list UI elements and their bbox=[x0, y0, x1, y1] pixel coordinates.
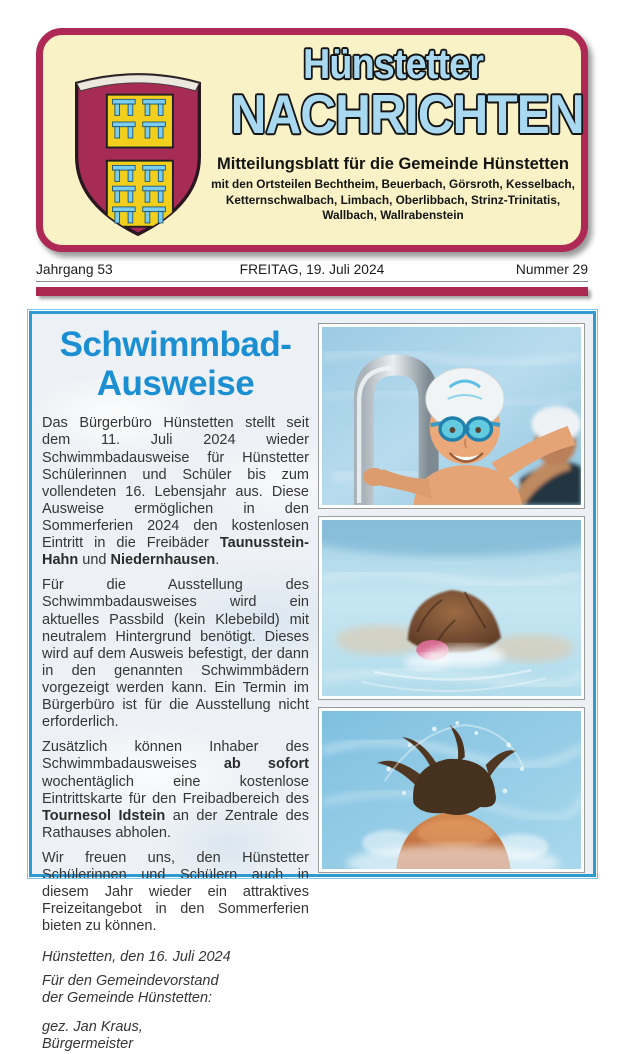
issue-bar bbox=[36, 262, 588, 296]
districts-line: mit den Ortsteilen Bechtheim, Beuerbach, Görsroth, Kesselbach, bbox=[211, 177, 575, 191]
photo-child-swimming bbox=[322, 520, 581, 696]
article-paragraph: Das Bürgerbüro Hünstetten stellt seit dem 11. Juli 2024 wieder Schwimmbadausweise für Hünstetter Schülerinnen und Schüler bis zum vollendeten 16. Lebensjahr aus. Diese Ausweise ermöglichen in den Sommerferien 2024 den kostenlosen Eintritt in die Freibäder Taunusstein-Hahn und Niedernhausen. bbox=[42, 415, 309, 569]
districts-line: Wallbach, Wallrabenstein bbox=[322, 208, 464, 223]
photo-frame-1 bbox=[318, 323, 585, 509]
signature-line: gez. Jan Kraus, bbox=[42, 1018, 143, 1035]
signature-line: Bürgermeister bbox=[42, 1036, 134, 1053]
masthead-text bbox=[211, 40, 584, 224]
article-paragraph: Wir freuen uns, den Hünstetter Schülerinnen und Schülern auch in diesem Jahr wieder ein attraktives Freizeitangebot in den Sommerferien bieten zu können. bbox=[42, 850, 309, 935]
article-closing bbox=[42, 973, 309, 1008]
article-paragraphs bbox=[42, 415, 309, 935]
article-signature bbox=[42, 1019, 309, 1054]
issue-rule bbox=[36, 281, 588, 282]
article-content-box bbox=[29, 311, 596, 1053]
masthead-subtitle: Mitteilungsblatt für die Gemeinde Hünstetten bbox=[216, 155, 570, 173]
article-paragraph: Zusätzlich können Inhaber des Schwimmbadausweises ab sofort wochentäglich eine kostenlose Eintrittskarte für den Freibadbereich des Tournesol Idstein an der Zentrale des Rathauses abholen. bbox=[42, 739, 309, 841]
photo-child-splashing bbox=[322, 711, 581, 869]
article-dateline: Hünstetten, den 16. Juli 2024 bbox=[42, 948, 231, 965]
closing-line: Für den Gemeindevorstand bbox=[42, 972, 219, 989]
article-title-line2: Ausweise bbox=[96, 364, 255, 404]
issue-date: FREITAG, 19. Juli 2024 bbox=[239, 262, 385, 277]
photo-column bbox=[318, 323, 585, 866]
article-title bbox=[42, 325, 309, 403]
issue-crimson-band bbox=[36, 287, 588, 296]
article-paragraph: Für die Ausstellung des Schwimmbadausweises wird ein aktuelles Passbild (kein Klebebild) mit neutralem Hintergrund benötigt. Dieses wird auf dem Ausweis befestigt, der dann in den genannten Schwimmbädern vorgezeigt werden kann. Ein Termin im Bürgerbüro ist für die Ausstellung nicht erforderlich. bbox=[42, 577, 309, 731]
article-title-line1: Schwimmbad- bbox=[59, 325, 292, 364]
masthead-title-line1: Hünstetter bbox=[302, 40, 484, 87]
article-column bbox=[42, 323, 309, 1053]
masthead-districts bbox=[211, 177, 575, 224]
districts-line: Ketternschwalbach, Limbach, Oberlibbach, Strinz-Trinitatis, bbox=[225, 192, 561, 207]
photo-frame-2 bbox=[318, 516, 585, 700]
huenstetten-coat-of-arms-icon bbox=[63, 55, 213, 239]
issue-volume: Jahrgang 53 bbox=[36, 262, 113, 277]
masthead bbox=[36, 28, 588, 252]
closing-line: der Gemeinde Hünstetten: bbox=[42, 990, 213, 1007]
photo-frame-3 bbox=[318, 707, 585, 873]
masthead-title-line2: NACHRICHTEN bbox=[230, 83, 584, 145]
issue-number: Nummer 29 bbox=[515, 262, 588, 277]
photo-boy-with-goggles bbox=[322, 327, 581, 505]
